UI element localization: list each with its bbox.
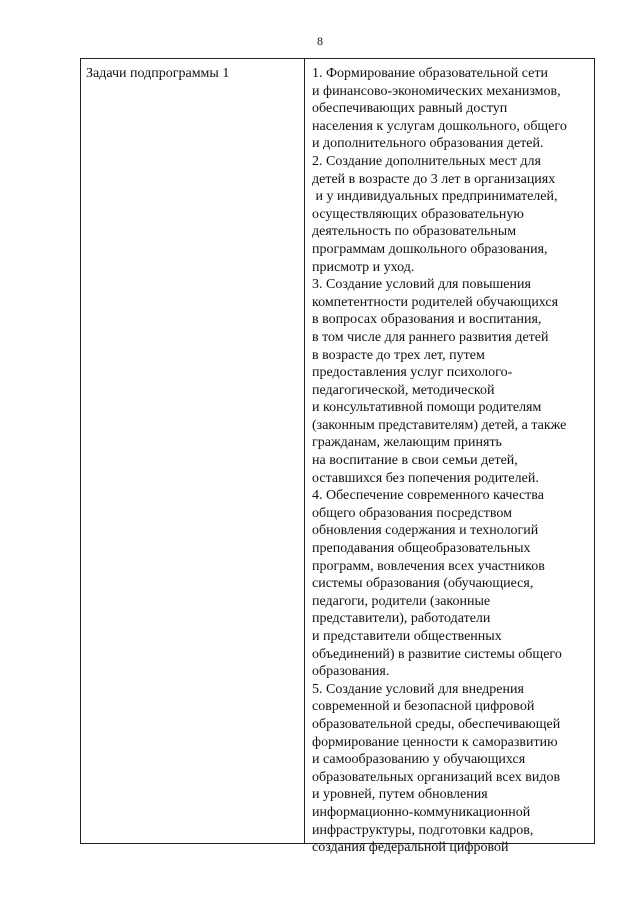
tasks-text-line: гражданам, желающим принять (312, 435, 502, 451)
tasks-text-line: педагоги, родители (законные (312, 593, 491, 609)
tasks-text-line: детей в возрасте до 3 лет в организациях (312, 171, 556, 187)
tasks-text-line: осуществляющих образовательную (312, 206, 524, 222)
tasks-text-line: и самообразованию у обучающихся (312, 752, 526, 768)
tasks-text-line: обновления содержания и технологий (312, 523, 539, 539)
tasks-text-line: образовательной среды, обеспечивающей (312, 716, 561, 732)
tasks-text-line: педагогической, методической (312, 382, 495, 398)
tasks-text-line: создания федеральной цифровой (312, 840, 509, 856)
tasks-text-line: оставшихся без попечения родителей. (312, 470, 539, 486)
tasks-text-line: образования. (312, 664, 390, 680)
page-number: 8 (317, 34, 323, 48)
tasks-text-cell (312, 65, 592, 856)
tasks-text-line: программам дошкольного образования, (312, 241, 548, 257)
tasks-text-line: обеспечивающих равный доступ (312, 101, 508, 117)
tasks-text-line: и представители общественных (312, 629, 502, 644)
tasks-text-line: и у индивидуальных предпринимателей, (312, 189, 558, 205)
tasks-text-line: и уровней, путем обновления (312, 787, 488, 803)
tasks-text-line: в вопросах образования и воспитания, (312, 312, 542, 328)
tasks-text-line: 4. Обеспечение современного качества (312, 488, 544, 504)
tasks-text-line: общего образования посредством (312, 505, 513, 521)
tasks-text-line: инфраструктуры, подготовки кадров, (312, 822, 534, 838)
tasks-text-line: в возрасте до трех лет, путем (312, 347, 485, 363)
tasks-text-line: программ, вовлечения всех участников (312, 558, 545, 574)
tasks-text-line: системы образования (обучающиеся, (312, 576, 534, 592)
tasks-text-line: 1. Формирование образовательной сети (312, 66, 548, 81)
tasks-text-line: 5. Создание условий для внедрения (312, 681, 524, 697)
tasks-text-line: в том числе для раннего развития детей (312, 329, 549, 345)
tasks-text-line: образовательных организаций всех видов (312, 769, 561, 785)
tasks-text-line: представители), работодатели (312, 611, 491, 627)
subprogram-tasks-table (80, 58, 595, 856)
tasks-text-line: современной и безопасной цифровой (312, 699, 535, 715)
column-divider (304, 59, 305, 843)
tasks-text-line: присмотр и уход. (312, 259, 415, 275)
tasks-text-line: информационно-коммуникационной (312, 804, 531, 820)
tasks-text-line: 3. Создание условий для повышения (312, 277, 531, 293)
tasks-text-line: населения к услугам дошкольного, общего (312, 118, 567, 134)
tasks-text-line: деятельность по образовательным (312, 224, 517, 240)
tasks-text-line: формирование ценности к саморазвитию (312, 734, 558, 750)
tasks-text-line: на воспитание в свои семьи детей, (312, 453, 518, 469)
row-label-cell: Задачи подпрограммы 1 (86, 66, 230, 81)
tasks-text-line: и дополнительного образования детей. (312, 136, 544, 152)
tasks-text-line: преподавания общеобразовательных (312, 541, 531, 557)
tasks-text-line: и консультативной помощи родителям (312, 400, 542, 416)
tasks-text-line: предоставления услуг психолого- (312, 365, 513, 381)
tasks-text-line: и финансово-экономических механизмов, (312, 83, 561, 99)
tasks-text-line: компетентности родителей обучающихся (312, 294, 559, 310)
tasks-text-line: (законным представителям) детей, а также (312, 417, 567, 433)
tasks-text-line: 2. Создание дополнительных мест для (312, 153, 541, 169)
tasks-text-line: объединений) в развитие системы общего (312, 646, 562, 662)
